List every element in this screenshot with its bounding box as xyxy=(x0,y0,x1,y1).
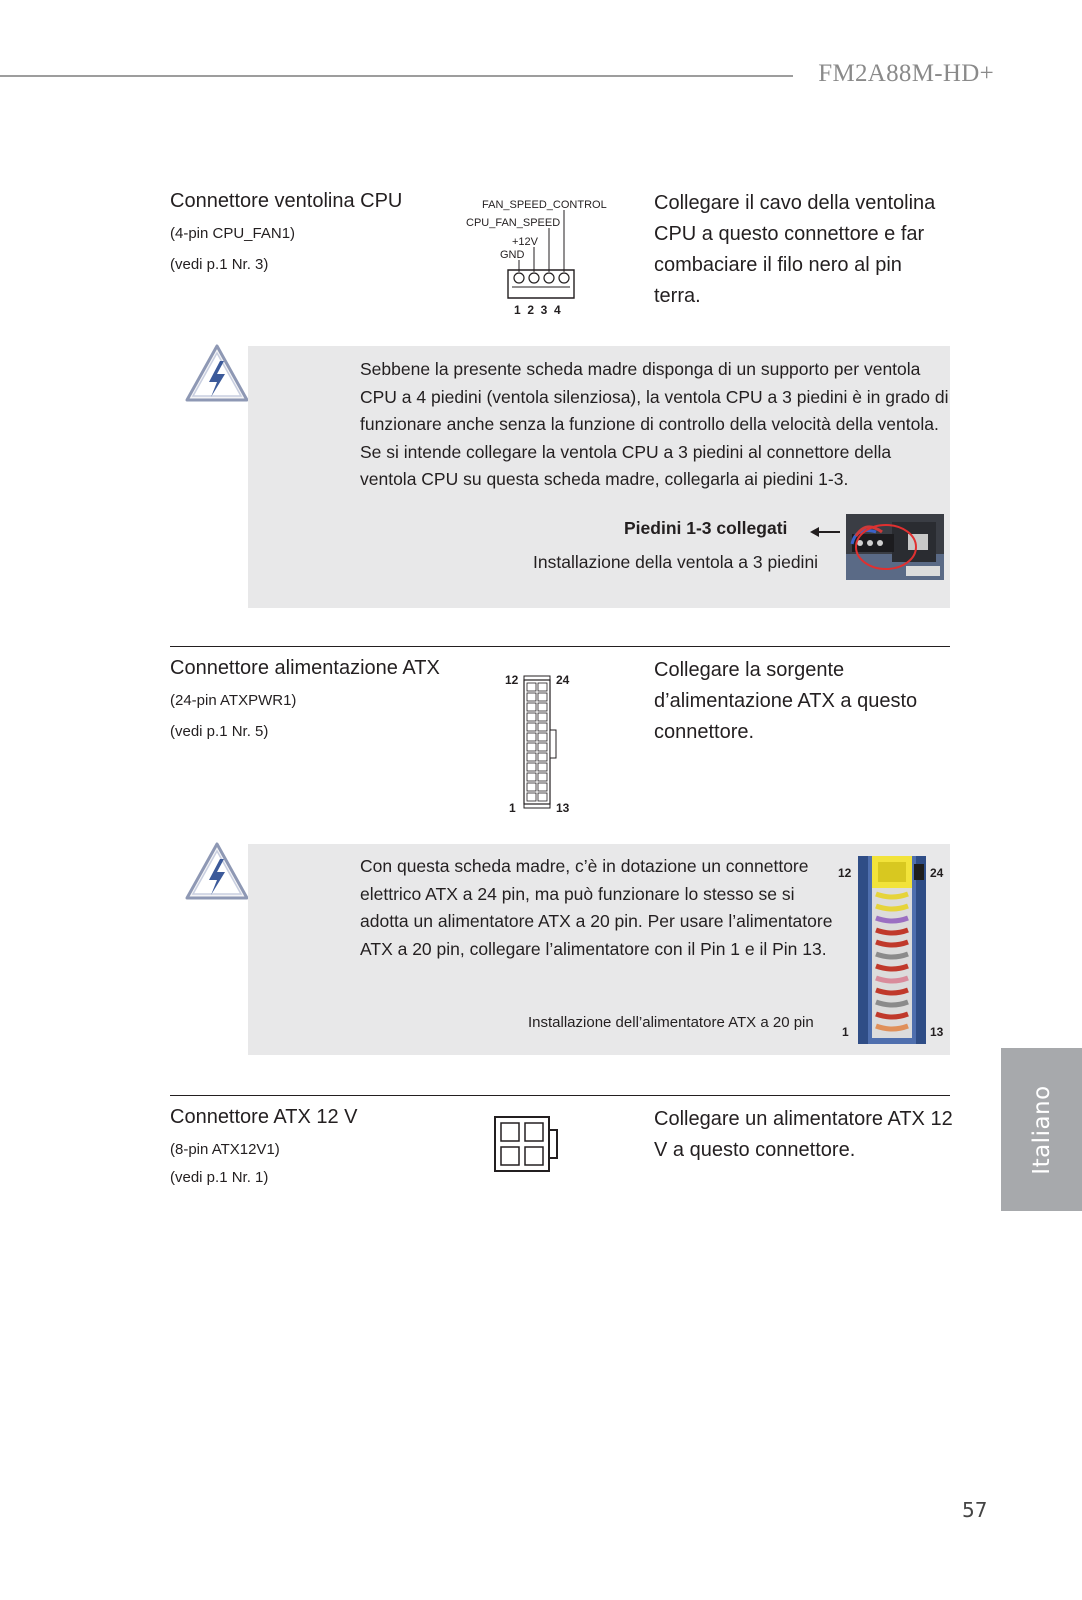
cpu-fan-description: Collegare il cavo della ventolina CPU a questo connettore e far combaciare il filo nero al pin terra. xyxy=(654,192,936,307)
atx-power-note-text: Con questa scheda madre, c’è in dotazione un connettore elettrico ATX a 24 pin, ma può funzionare lo stesso se si adotta un alimentatore ATX a 20 pin. Per usare l’alimentatore ATX a 20 pin, collegare l’alimentatore con il Pin 1 e il Pin 13. xyxy=(360,856,833,959)
cpu-fan-pin-numbers: 1 2 3 4 xyxy=(514,303,561,317)
atx12v-connector-diagram xyxy=(492,1114,562,1174)
label-fan-speed-control: FAN_SPEED_CONTROL xyxy=(482,199,607,211)
model-name: FM2A88M-HD+ xyxy=(818,60,994,87)
atx-pin-24: 24 xyxy=(556,673,570,687)
photo-label-13: 13 xyxy=(930,1025,944,1039)
cpu-fan-note-text: Sebbene la presente scheda madre disponga di un supporto per ventola CPU a 4 piedini (ventola silenziosa), la ventola CPU a 3 piedini è in grado di funzionare anche senza la funzione di controllo della velocità della ventola. Se si intende collegare la ventola CPU a 3 piedini al connettore della ventola CPU su questa scheda madre, collegarla ai piedini 1-3. xyxy=(360,359,949,489)
atx12v-title: Connettore ATX 12 V xyxy=(170,1106,358,1128)
atx-power-photo xyxy=(858,856,926,1044)
warning-triangle-icon xyxy=(184,841,250,903)
warning-triangle-icon xyxy=(184,343,250,405)
photo-label-12: 12 xyxy=(838,866,852,880)
fan-connector-photo xyxy=(846,514,944,580)
arrow-left-icon xyxy=(810,526,842,538)
cpu-fan-ref: (vedi p.1 Nr. 3) xyxy=(170,256,269,273)
cpu-fan-connector-diagram xyxy=(462,194,612,319)
cpu-fan-pin-info: (4-pin CPU_FAN1) xyxy=(170,225,296,242)
photo-label-1: 1 xyxy=(842,1025,849,1039)
page-number: 57 xyxy=(962,1498,988,1522)
language-side-tab xyxy=(1001,1048,1082,1211)
photo-label-24: 24 xyxy=(930,866,944,880)
section-divider xyxy=(170,646,950,647)
cpu-fan-title: Connettore ventolina CPU xyxy=(170,190,403,212)
atx12v-pin-info: (8-pin ATX12V1) xyxy=(170,1141,280,1158)
cpu-fan-note-caption: Installazione della ventola a 3 piedini xyxy=(533,552,819,572)
header-rule xyxy=(0,75,793,77)
atx12v-description: Collegare un alimentatore ATX 12 V a questo connettore. xyxy=(654,1108,953,1161)
atx-24pin-diagram xyxy=(500,668,580,818)
atx-pin-12: 12 xyxy=(505,673,519,687)
label-cpu-fan-speed: CPU_FAN_SPEED xyxy=(466,217,561,229)
label-12v: +12V xyxy=(512,236,538,248)
atx-power-ref: (vedi p.1 Nr. 5) xyxy=(170,723,269,740)
side-tab-label: Italiano xyxy=(1028,1084,1055,1175)
atx-power-title: Connettore alimentazione ATX xyxy=(170,657,440,679)
atx12v-ref: (vedi p.1 Nr. 1) xyxy=(170,1169,269,1186)
atx-pin-1: 1 xyxy=(509,801,516,815)
cpu-fan-note-bold-label: Piedini 1-3 collegati xyxy=(624,518,788,538)
atx-pin-13: 13 xyxy=(556,801,570,815)
atx-power-description: Collegare la sorgente d’alimentazione ATX a questo connettore. xyxy=(654,659,918,743)
atx-power-pin-info: (24-pin ATXPWR1) xyxy=(170,692,297,709)
label-gnd: GND xyxy=(500,249,525,261)
atx-power-note-caption: Installazione dell’alimentatore ATX a 20 pin xyxy=(528,1014,814,1031)
section-divider xyxy=(170,1095,950,1096)
